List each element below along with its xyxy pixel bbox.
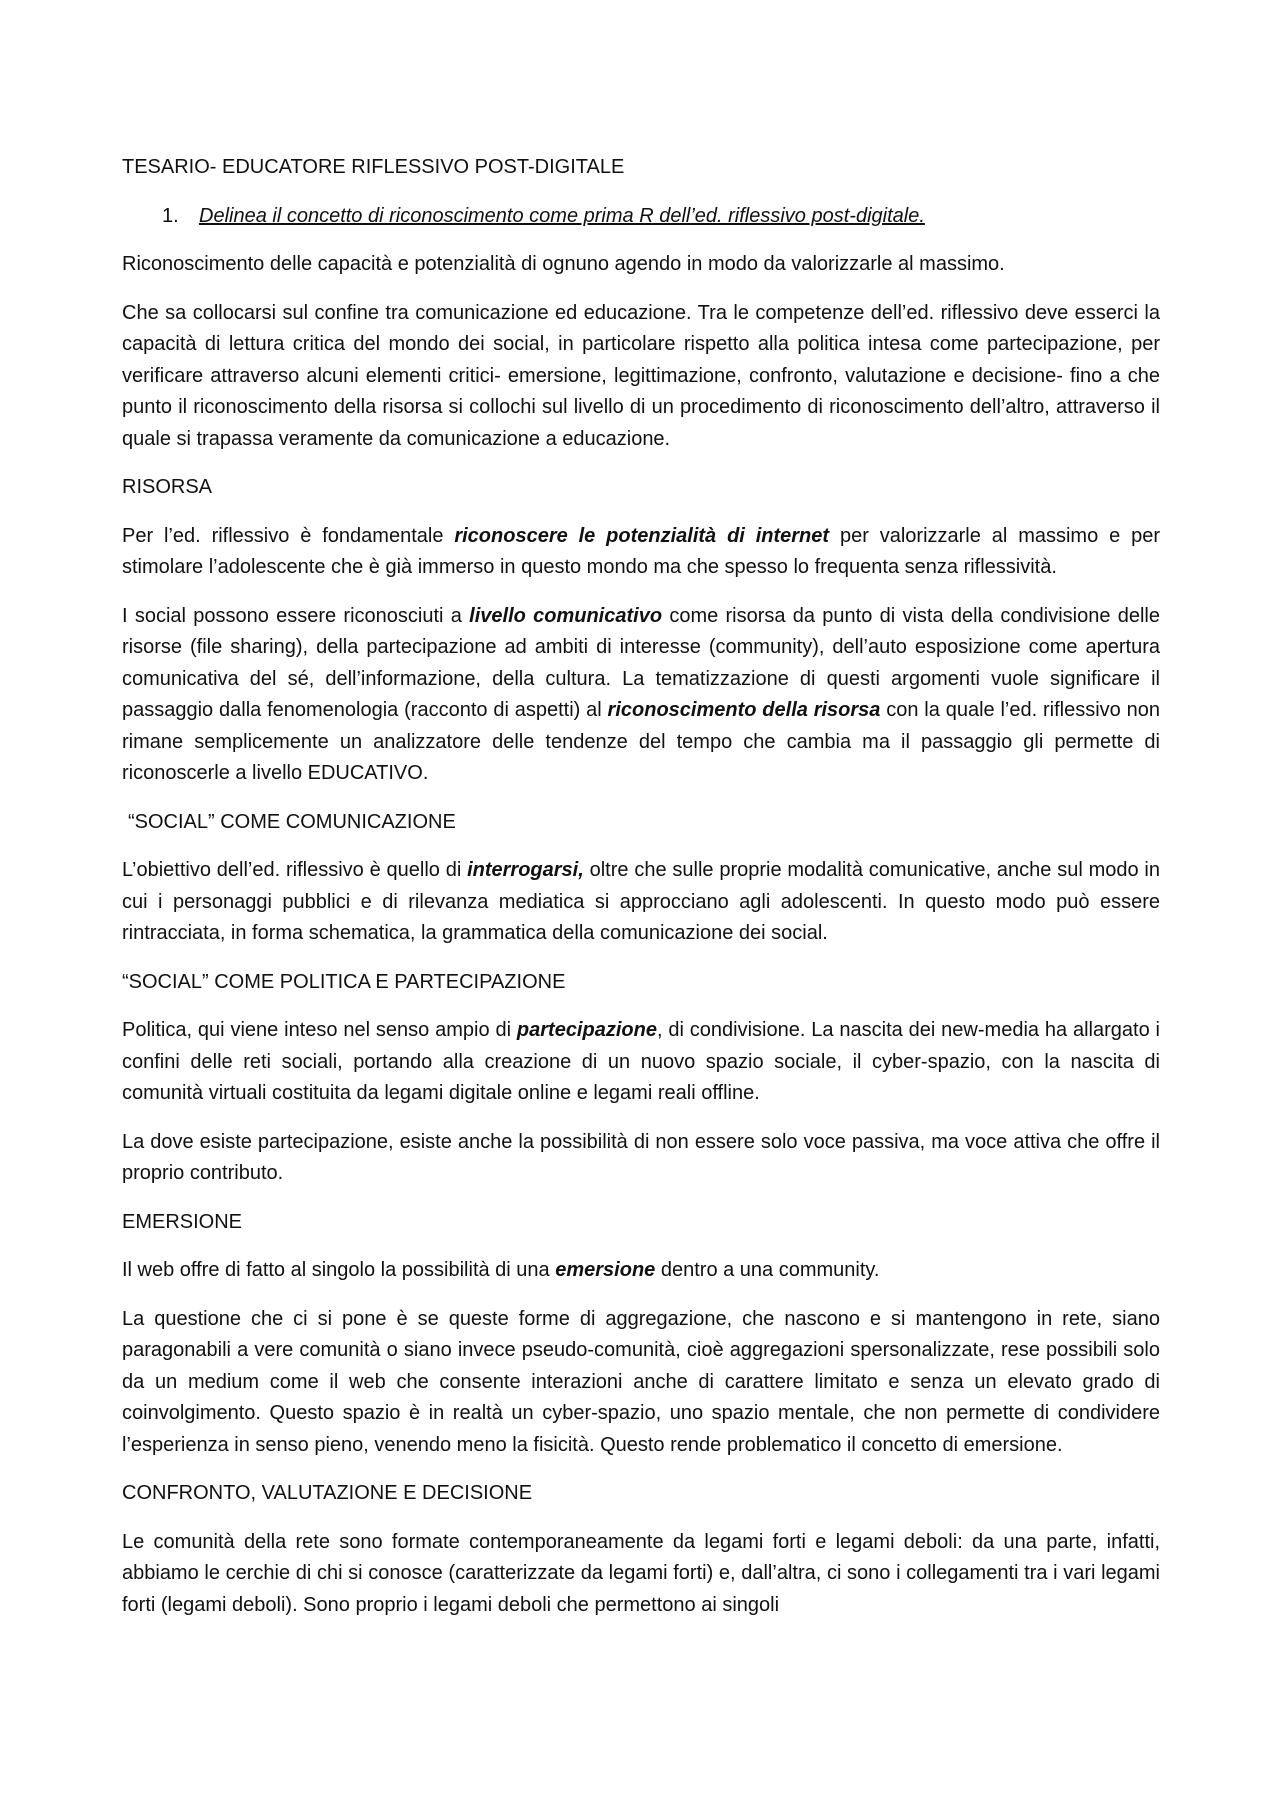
text-run: come risorsa da punto di vista della condivisione delle risorse (file sharing), della partecipazione ad ambiti di interesse (community), dell’auto esposizione come apertura comunicativa del sé, dell’informazione, della cultura. La tematizzazione di questi argomenti vuole significare il passaggio dalla fenomenologia (racconto di aspetti) al bbox=[122, 604, 1160, 721]
text-run: L’obiettivo dell’ed. riflessivo è quello di bbox=[122, 859, 468, 881]
emphasis-text: riconoscimento della risorsa bbox=[607, 699, 881, 721]
paragraph-obiettivo bbox=[122, 855, 1160, 950]
emphasis-text: riconoscere le potenzialità di internet bbox=[454, 524, 830, 547]
heading-confronto: CONFRONTO, VALUTAZIONE E DECISIONE bbox=[122, 1482, 533, 1504]
text-run: con la quale l’ed. riflessivo non rimane semplicemente un analizzatore delle tendenze del tempo che cambia ma il passaggio gli permette di riconoscerle a livello EDUCATIVO. bbox=[122, 699, 1160, 784]
text-run: Politica, qui viene inteso nel senso ampio di bbox=[122, 1019, 517, 1041]
paragraph-recognition: Riconoscimento delle capacità e potenzialità di ognuno agendo in modo da valorizzarle al massimo. bbox=[122, 253, 1005, 275]
emphasis-text: emersione bbox=[555, 1259, 656, 1281]
document-page bbox=[122, 152, 1160, 1638]
question-number: 1. bbox=[162, 204, 179, 227]
paragraph-risorsa bbox=[122, 521, 1160, 584]
emphasis-text: interrogarsi, bbox=[467, 859, 584, 881]
text-run: Per l’ed. riflessivo è fondamentale bbox=[122, 524, 455, 547]
paragraph-web-emersione bbox=[122, 1255, 1160, 1287]
emphasis-text: livello comunicativo bbox=[469, 604, 663, 627]
paragraph-boundary: Che sa collocarsi sul confine tra comunicazione ed educazione. Tra le competenze dell’ed. riflessivo deve esserci la capacità di lettura critica del mondo dei social, in particolare rispetto alla politica intesa come partecipazione, per verificare attraverso alcuni elementi critici- emersione, legittimazione, confronto, valutazione e decisione- fino a che punto il riconoscimento della risorsa si collochi sul livello di un procedimento di riconoscimento dell’altro, attraverso il quale si trapassa veramente da comunicazione a educazione. bbox=[122, 301, 1160, 450]
paragraph-social-levels bbox=[122, 601, 1160, 790]
emphasis-text: partecipazione bbox=[516, 1019, 657, 1041]
question-text: Delinea il concetto di riconoscimento come prima R dell’ed. riflessivo post-digitale. bbox=[199, 204, 925, 227]
heading-risorsa: RISORSA bbox=[122, 476, 213, 498]
heading-social-politica: “SOCIAL” COME POLITICA E PARTECIPAZIONE bbox=[122, 970, 566, 993]
paragraph-partecipazione: La dove esiste partecipazione, esiste anche la possibilità di non essere solo voce passiva, ma voce attiva che offre il proprio contributo. bbox=[122, 1130, 1160, 1184]
heading-social-comunicazione: “SOCIAL” COME COMUNICAZIONE bbox=[128, 810, 456, 833]
paragraph-questione: La questione che ci si pone è se queste forme di aggregazione, che nascono e si mantengono in rete, siano paragonabili a vere comunità o siano invece pseudo-comunità, cioè aggregazioni spersonalizzate, rese possibili solo da un medium come il web che consente interazioni anche di carattere limitato e senza un elevato grado di coinvolgimento. Questo spazio è in realtà un cyber-spazio, uno spazio mentale, che non permette di condividere l’esperienza in senso pieno, venendo meno la fisicità. Questo rende problematico il concetto di emersione. bbox=[122, 1307, 1160, 1456]
text-run: I social possono essere riconosciuti a bbox=[122, 604, 470, 627]
paragraph-politica bbox=[122, 1015, 1160, 1110]
text-run: oltre che sulle proprie modalità comunicative, anche sul modo in cui i personaggi pubblici e di rilevanza mediatica si approcciano agli adolescenti. In questo modo può essere rintracciata, in forma schematica, la grammatica della comunicazione dei social. bbox=[122, 859, 1160, 944]
text-run: Il web offre di fatto al singolo la possibilità di una bbox=[122, 1259, 556, 1281]
text-run: dentro a una community. bbox=[655, 1259, 880, 1281]
paragraph-comunita: Le comunità della rete sono formate contemporaneamente da legami forti e legami deboli: da una parte, infatti, abbiamo le cerchie di chi si conosce (caratterizzate da legami forti) e, dall’altra, ci sono i collegamenti tra i vari legami forti (legami deboli). Sono proprio i legami deboli che permettono ai singoli bbox=[122, 1530, 1160, 1616]
text-run: per valorizzarle al massimo e per stimolare l’adolescente che è già immerso in questo mondo ma che spesso lo frequenta senza riflessività. bbox=[122, 524, 1161, 578]
question-item bbox=[122, 201, 1160, 233]
heading-emersione: EMERSIONE bbox=[122, 1210, 243, 1233]
document-title: TESARIO- EDUCATORE RIFLESSIVO POST-DIGITALE bbox=[122, 156, 625, 178]
text-run: , di condivisione. La nascita dei new-media ha allargato i confini delle reti sociali, portando alla creazione di un nuovo spazio sociale, il cyber-spazio, con la nascita di comunità virtuali costituita da legami digitale online e legami reali offline. bbox=[122, 1019, 1161, 1104]
